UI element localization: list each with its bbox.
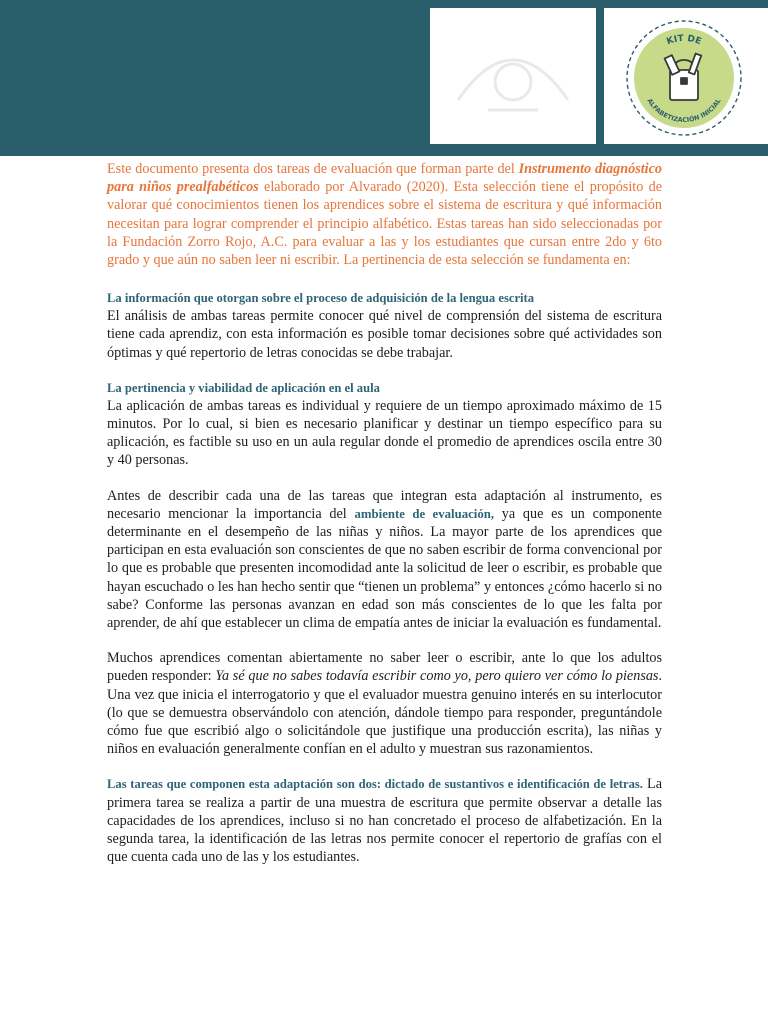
environment-text-2: ya que es un componente determinante en el desempeño de las niñas y niños. La mayor parte de los aprendices que participan en esta evaluación son conscientes de que no saben escribir de forma convencional por lo que es probable que presenten incomodidad ante la solicitud de leer o escribir, es probable que hayan escuchado o les han hecho sentir que “tienen un problema” y entonces ¿cómo hacerlo si no sabe? Conforme las personas avanzan en edad son más conscientes de lo que les falta por aprender, de ahí que establecer un clima de empatía antes de iniciar la evaluación es fundamental.: [107, 505, 662, 632]
kit-badge-icon: [624, 18, 744, 138]
badge-bottom-text: ALFABETIZACIÓN INICIAL: [645, 97, 723, 125]
instrument-title: Instrumento diagnóstico para niños prealfabéticos: [107, 161, 662, 196]
faded-logo-icon: [448, 30, 578, 122]
section2-body: La aplicación de ambas tareas es individual y requiere de un tiempo aproximado máximo de 15 minutos. Por lo cual, si bien es necesario planificar y destinar un tiempo específico para su aplicación, es factible su uso en un aula regular donde el promedio de aprendices oscila entre 30 y 40 personas.: [107, 397, 662, 469]
tasks-paragraph: [107, 775, 662, 866]
intro-paragraph: [107, 160, 662, 269]
badge-top-text: KIT DE: [665, 33, 703, 48]
tasks-text: La primera tarea se realiza a partir de una muestra de escritura que permite observar a detalle las capacidades de los aprendices, incluso si no han concretado el proceso de alfabetización. En la segunda tarea, la identificación de las letras nos permite conocer el repertorio de grafías con el que cuenta cada uno de las y los estudiantes.: [107, 776, 662, 866]
section1-body: El análisis de ambas tareas permite conocer qué nivel de comprensión del sistema de escritura tiene cada aprendiz, con esta información es posible tomar decisiones sobre qué actividades son óptimas y qué repertorio de letras conocidas se debe trabajar.: [107, 308, 662, 361]
environment-text-1: Antes de describir cada una de las tareas que integran esta adaptación al instrumento, es necesario mencionar la importancia del: [107, 487, 662, 522]
intro-text-2: elaborado por Alvarado (2020). Esta selección tiene el propósito de valorar qué conocimientos tienen los aprendices sobre el sistema de escritura y qué información necesitan para lograr comprender el principio alfabético. Estas tareas han sido seleccionadas por la Fundación Zorro Rojo, A.C. para evaluar a las y los estudiantes que cursan entre 2do y 6to grado y que aún no saben leer ni escribir. La pertinencia de esta selección se fundamenta en:: [107, 179, 663, 269]
section2-heading: La pertinencia y viabilidad de aplicación en el aula: [107, 380, 380, 395]
responses-paragraph: [107, 649, 662, 758]
kit-logo-panel: [604, 8, 768, 144]
responses-text-1: Muchos aprendices comentan abiertamente no saber leer o escribir, ante lo que los adultos pueden responder:: [107, 650, 662, 685]
responses-text-2: . Una vez que inicia el interrogatorio y que el evaluador muestra genuino interés en su interlocutor (lo que se demuestra observándolo con atención, dándole tiempo para responder, preguntándole cómo fue que escribió algo o solicitándole que justifique una producción escrita), las niñas y niños en evaluación generalmente confían en el adulto y muestran sus razonamientos.: [107, 668, 662, 758]
document-body: [107, 160, 662, 867]
environment-paragraph: [107, 487, 662, 633]
environment-highlight: ambiente de evaluación,: [354, 506, 495, 521]
tasks-highlight: Las tareas que componen esta adaptación son dos: dictado de sustantivos e identificación de letras.: [107, 777, 643, 792]
header-banner: [0, 0, 768, 156]
section1-heading: La información que otorgan sobre el proceso de adquisición de la lengua escrita: [107, 291, 535, 306]
intro-text-1: Este documento presenta dos tareas de evaluación que forman parte del: [107, 161, 519, 177]
responses-quote: Ya sé que no sabes todavía escribir como yo, pero quiero ver cómo lo piensas: [215, 668, 659, 685]
partner-logo-panel: [430, 8, 596, 144]
